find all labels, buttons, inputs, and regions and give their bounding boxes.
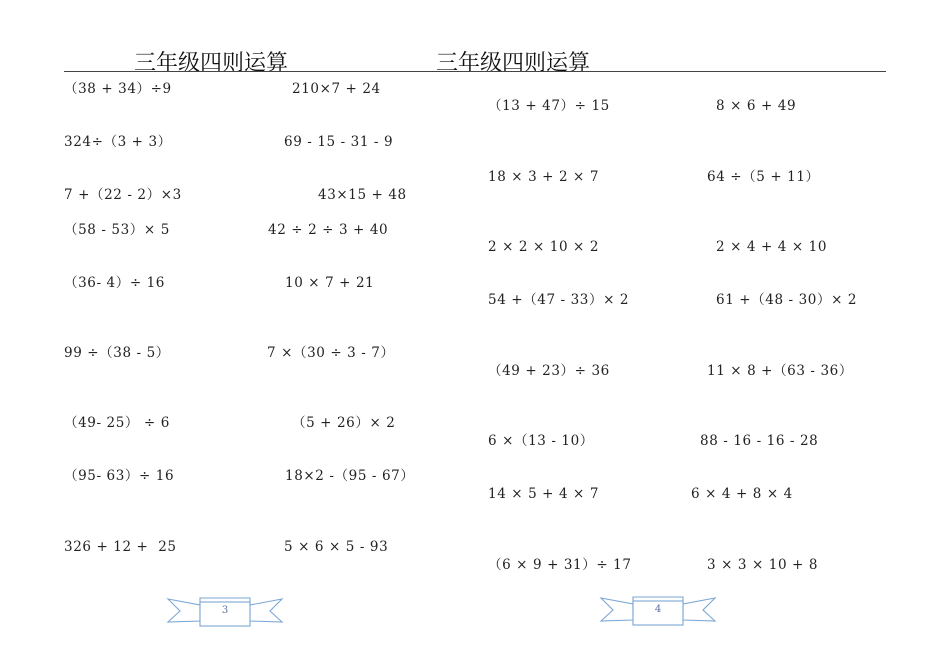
problem: （58 - 53）× 5 [64, 222, 170, 238]
problem: 6 × 4 + 8 × 4 [691, 486, 793, 502]
page-number: 4 [654, 604, 662, 615]
problem: 7 +（22 - 2）×3 [64, 187, 182, 203]
problem: 69 - 15 - 31 - 9 [284, 134, 394, 150]
page-number-ribbon-right [599, 593, 717, 629]
problem: （6 × 9 + 31）÷ 17 [488, 557, 632, 573]
page-number: 3 [221, 605, 229, 616]
problem: （38 + 34）÷9 [64, 81, 172, 97]
problem: 210×7 + 24 [292, 81, 381, 97]
problem: 18 × 3 + 2 × 7 [488, 169, 600, 185]
problem: 326 + 12 + 25 [64, 539, 177, 555]
problem: 6 ×（13 - 10） [488, 433, 594, 449]
problem: 99 ÷（38 - 5） [64, 345, 170, 361]
problem: 88 - 16 - 16 - 28 [700, 433, 819, 449]
problem: 2 × 2 × 10 × 2 [488, 239, 600, 255]
problem: （95- 63）÷ 16 [64, 468, 175, 484]
problem: （36- 4）÷ 16 [64, 275, 166, 291]
problem: 7 ×（30 ÷ 3 - 7） [267, 345, 395, 361]
problem: 324÷（3 + 3） [64, 134, 172, 150]
page-title-right: 三年级四则运算 [436, 51, 591, 76]
problem: 5 × 6 × 5 - 93 [284, 539, 389, 555]
problem: 54 +（47 - 33）× 2 [488, 292, 630, 308]
problem: 61 +（48 - 30）× 2 [716, 292, 858, 308]
page-title-left: 三年级四则运算 [134, 51, 289, 76]
problem: （13 + 47）÷ 15 [488, 98, 610, 114]
problem: 3 × 3 × 10 + 8 [707, 557, 819, 573]
problem: 14 × 5 + 4 × 7 [488, 486, 600, 502]
page-number-ribbon-left [166, 594, 284, 630]
problem: 2 × 4 + 4 × 10 [716, 239, 828, 255]
problem: 18×2 -（95 - 67） [285, 468, 415, 484]
problem: （49 + 23）÷ 36 [488, 363, 610, 379]
problem: 8 × 6 + 49 [716, 98, 797, 114]
problem: 43×15 + 48 [318, 187, 407, 203]
problem: （5 + 26）× 2 [292, 415, 396, 431]
problem: 64 ÷（5 + 11） [707, 169, 820, 185]
problem: 11 × 8 +（63 - 36） [707, 363, 853, 379]
problem: （49- 25） ÷ 6 [64, 415, 170, 431]
problem: 42 ÷ 2 ÷ 3 + 40 [268, 222, 389, 238]
problem: 10 × 7 + 21 [285, 275, 375, 291]
header-rule [64, 71, 886, 72]
